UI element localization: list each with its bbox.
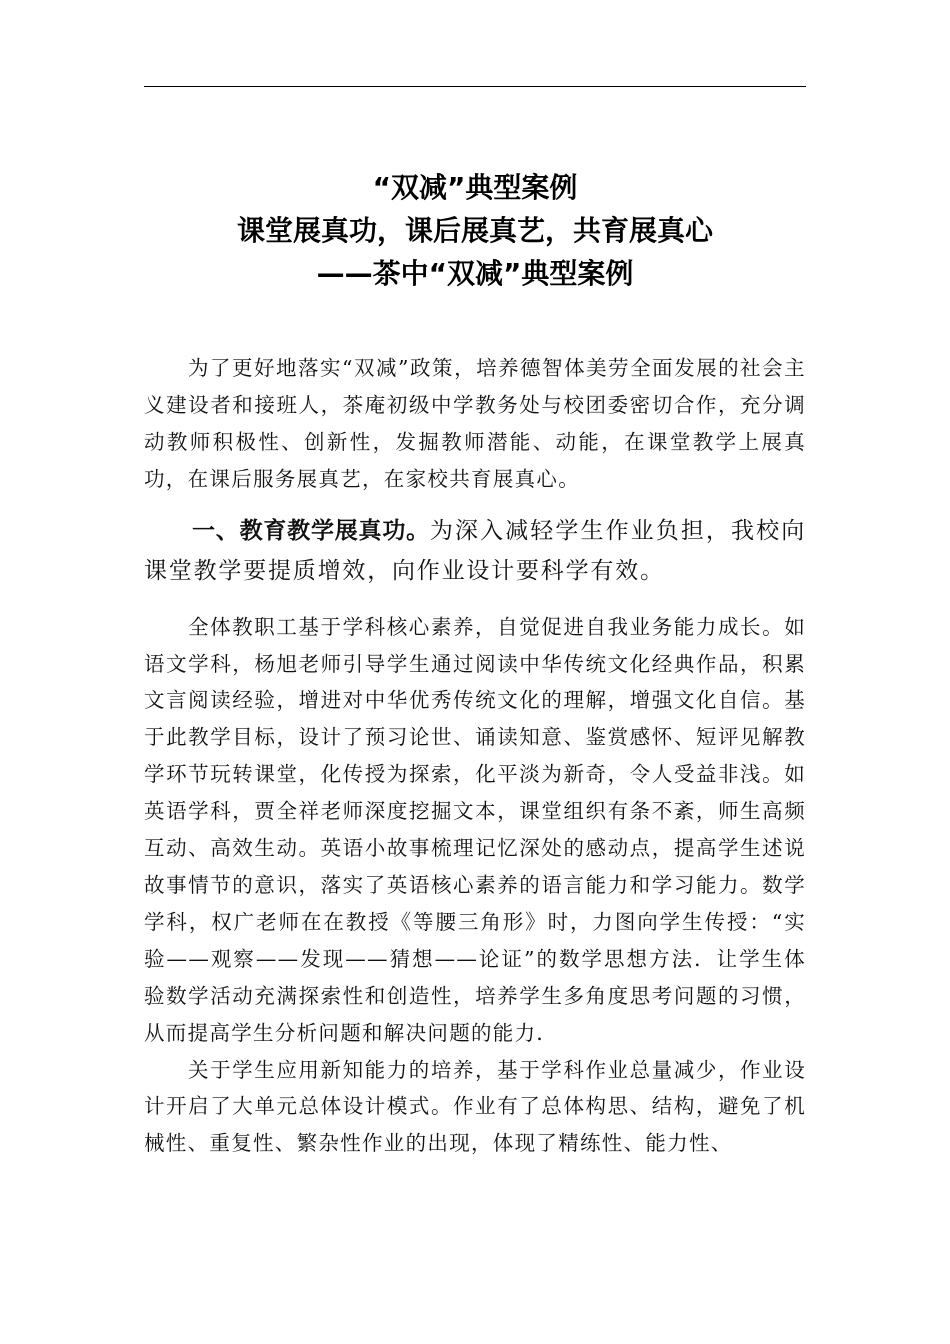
paragraph-2: 全体教职工基于学科核心素养，自觉促进自我业务能力成长。如语文学科，杨旭老师引导学生通过阅读中华传统文化经典作品，积累文言阅读经验，增进对中华优秀传统文化的理解，增强文化自信。基于此教学目标，设计了预习论世、诵读知意、鉴赏感怀、短评见解教学环节玩转课堂，化传授为探索，化平淡为新奇，令人受益非浅。如英语学科，贾全祥老师深度挖掘文本，课堂组织有条不紊，师生高频互动、高效生动。英语小故事梳理记忆深处的感动点，提高学生述说故事情节的意识，落实了英语核心素养的语言能力和学习能力。数学学科，权广老师在在教授《等腰三角形》时，力图向学生传授：“实验——观察——发现——猜想——论证”的数学思想方法．让学生体验数学活动充满探索性和创造性，培养学生多角度思考问题的习惯，从而提高学生分析问题和解决问题的能力．	[144, 614, 806, 1045]
title-line-3: ——茶中“双减”典型案例	[316, 257, 634, 290]
intro-paragraph: 为了更好地落实“双减”政策，培养德智体美劳全面发展的社会主义建设者和接班人，茶庵初级中学教务处与校团委密切合作，充分调动教师积极性、创新性，发掘教师潜能、动能，在课堂教学上展真功，在课后服务展真艺，在家校共育展真心。	[144, 356, 806, 491]
header-rule	[144, 86, 806, 87]
title-line-2: 课堂展真功，课后展真艺，共育展真心	[236, 214, 713, 247]
section-1-paragraph	[144, 511, 806, 591]
section-1-text: 为深入减轻学生作业负担，我校向课堂教学要提质增效，向作业设计要科学有效。	[144, 517, 807, 584]
paragraph-3: 关于学生应用新知能力的培养，基于学科作业总量减少，作业设计开启了大单元总体设计模式。作业有了总体构思、结构，避免了机械性、重复性、繁杂性作业的出现，体现了精练性、能力性、	[144, 1057, 806, 1156]
title-line-1: “双减”典型案例	[372, 171, 578, 204]
section-1-heading: 一、教育教学展真功。	[192, 517, 430, 544]
document-body	[144, 350, 806, 1162]
title-block	[0, 166, 950, 295]
